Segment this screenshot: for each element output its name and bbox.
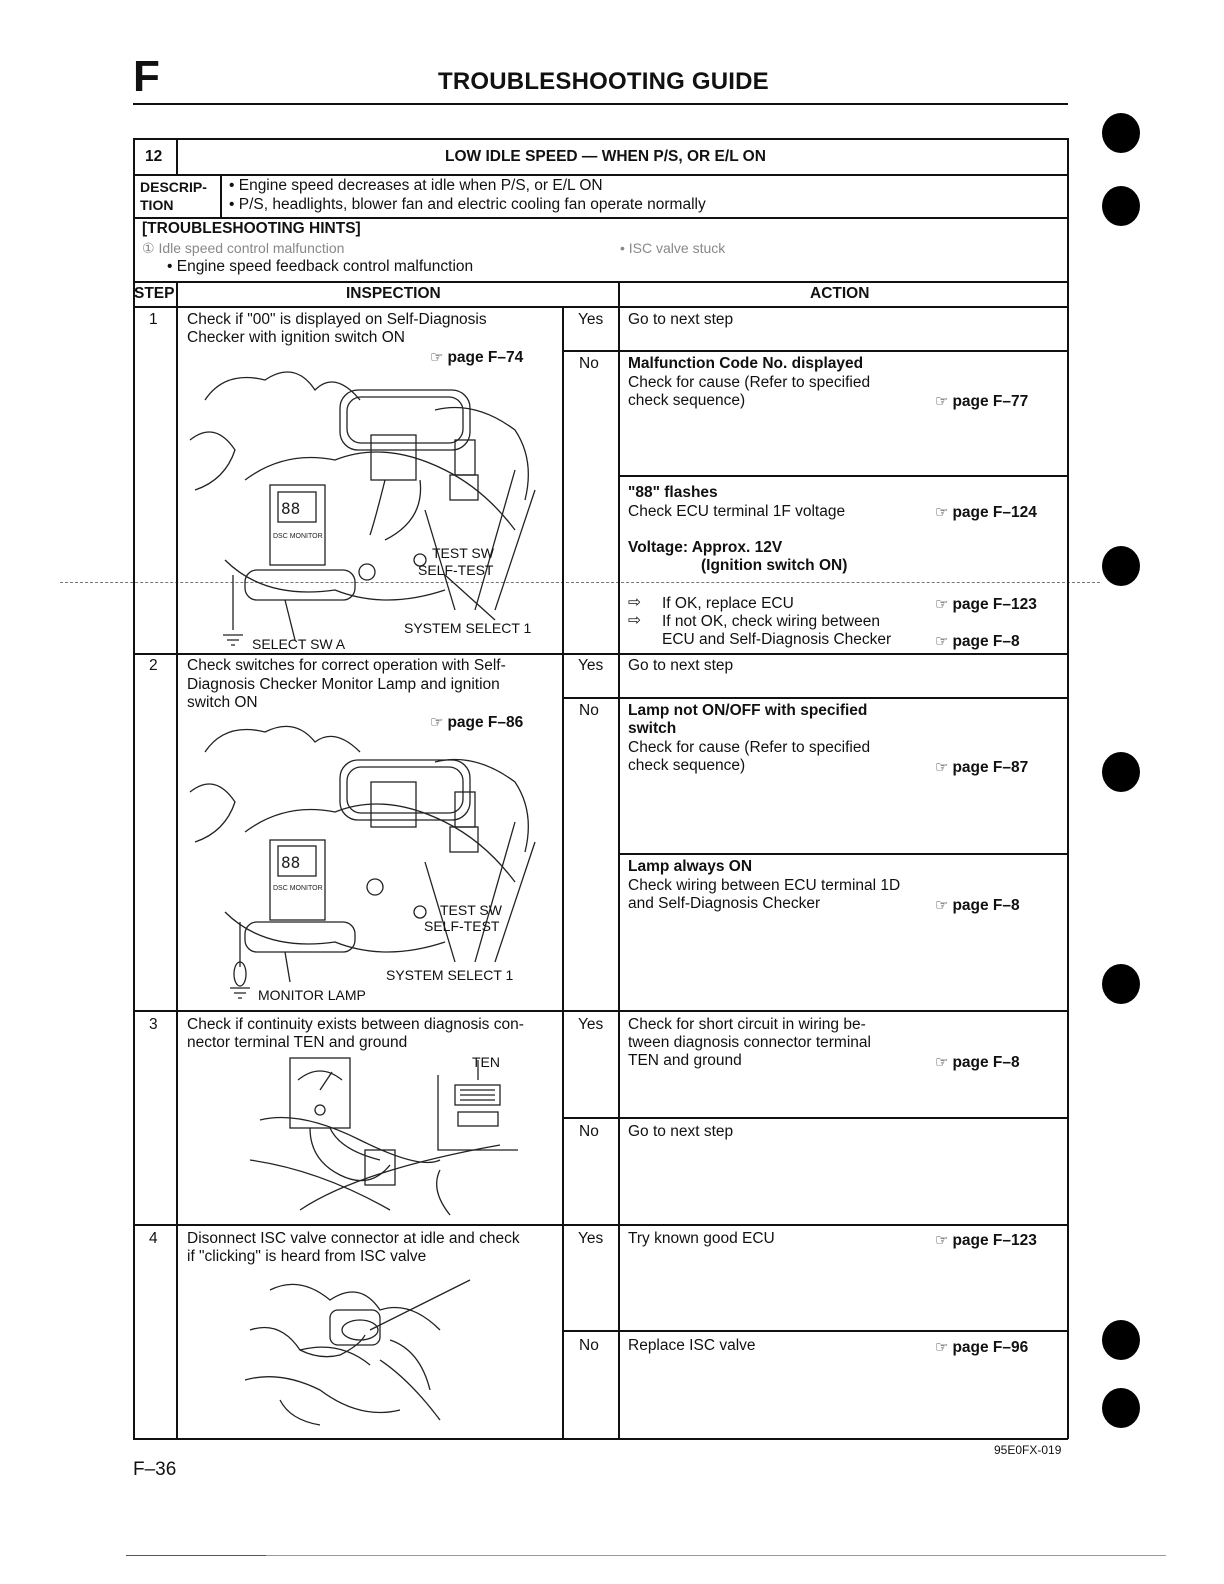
step-number: 1 xyxy=(149,311,158,328)
action-title: "88" flashes xyxy=(628,484,718,501)
svg-text:88: 88 xyxy=(281,499,301,518)
bottom-rule xyxy=(266,1555,1166,1556)
figure-label: SELF-TEST xyxy=(418,562,494,578)
page-reference[interactable]: ☞ page F–96 xyxy=(935,1339,1029,1356)
answer-yes: Yes xyxy=(578,1016,604,1033)
answer-yes: Yes xyxy=(578,1230,604,1247)
page-reference[interactable]: ☞ page F–8 xyxy=(935,897,1020,914)
binder-hole-dot xyxy=(1102,546,1140,586)
figure-label: TEST SW xyxy=(440,902,502,918)
answer-no: No xyxy=(579,1123,599,1140)
action-text: If OK, replace ECU xyxy=(662,595,794,612)
figure-label: SYSTEM SELECT 1 xyxy=(404,620,532,636)
isc-valve-illustration xyxy=(240,1270,480,1430)
voltage-spec-condition: (Ignition switch ON) xyxy=(701,557,848,574)
description-label: DESCRIP- xyxy=(140,179,207,195)
problem-title: LOW IDLE SPEED — WHEN P/S, OR E/L ON xyxy=(445,148,766,165)
action-text: If not OK, check wiring between xyxy=(662,613,880,630)
pointing-hand-icon: ☞ xyxy=(935,759,949,776)
page-reference[interactable]: ☞ page F–123 xyxy=(935,1232,1037,1249)
page-reference[interactable]: ☞ page F–124 xyxy=(935,504,1037,521)
action-text: Check for short circuit in wiring be- xyxy=(628,1016,866,1033)
hollow-arrow-icon: ⇨ xyxy=(628,612,641,629)
binder-hole-dot xyxy=(1102,964,1140,1004)
figure-label: TEST SW xyxy=(432,545,494,561)
voltage-spec: Voltage: Approx. 12V xyxy=(628,539,783,556)
figure-label: SYSTEM SELECT 1 xyxy=(386,967,514,983)
inspection-text: switch ON xyxy=(187,694,258,711)
continuity-test-illustration xyxy=(240,1050,540,1220)
pointing-hand-icon: ☞ xyxy=(430,349,444,366)
inspection-text: Diagnosis Checker Monitor Lamp and ignition xyxy=(187,676,500,693)
figure-label: MONITOR LAMP xyxy=(258,987,366,1003)
binder-hole-dot xyxy=(1102,186,1140,226)
action-text: Go to next step xyxy=(628,311,734,328)
inspection-text: Check if "00" is displayed on Self-Diagnosis xyxy=(187,311,487,328)
bottom-rule xyxy=(126,1555,266,1556)
action-text: check sequence) xyxy=(628,392,746,409)
hollow-arrow-icon: ⇨ xyxy=(628,594,641,611)
figure-code: 95E0FX-019 xyxy=(994,1443,1062,1457)
step-number: 3 xyxy=(149,1016,158,1033)
binder-hole-dot xyxy=(1102,1320,1140,1360)
action-text: ECU and Self-Diagnosis Checker xyxy=(662,631,892,648)
action-title: switch xyxy=(628,720,677,737)
answer-yes: Yes xyxy=(578,657,604,674)
page-number: F–36 xyxy=(133,1459,177,1480)
column-header-inspection: INSPECTION xyxy=(346,285,441,302)
step-number: 2 xyxy=(149,657,158,674)
page-reference[interactable]: ☞ page F–74 xyxy=(430,349,524,366)
page-reference[interactable]: ☞ page F–8 xyxy=(935,1054,1020,1071)
pointing-hand-icon: ☞ xyxy=(935,596,949,613)
hint-item: ① Idle speed control malfunction xyxy=(142,240,345,256)
pointing-hand-icon: ☞ xyxy=(935,1339,949,1356)
description-item: • Engine speed decreases at idle when P/S, or E/L ON xyxy=(229,177,603,194)
problem-number: 12 xyxy=(145,148,163,165)
pointing-hand-icon: ☞ xyxy=(935,393,949,410)
action-text: Check ECU terminal 1F voltage xyxy=(628,503,846,520)
answer-yes: Yes xyxy=(578,311,604,328)
action-text: check sequence) xyxy=(628,757,746,774)
page-reference[interactable]: ☞ page F–77 xyxy=(935,393,1029,410)
pointing-hand-icon: ☞ xyxy=(935,897,949,914)
figure-label: TEN xyxy=(472,1054,500,1070)
page-reference[interactable]: ☞ page F–123 xyxy=(935,596,1037,613)
figure-label: SELECT SW A xyxy=(252,636,346,652)
inspection-text: Check switches for correct operation with Self- xyxy=(187,657,506,674)
binder-hole-dot xyxy=(1102,1388,1140,1428)
action-text: Replace ISC valve xyxy=(628,1337,756,1354)
page-title: TROUBLESHOOTING GUIDE xyxy=(438,68,769,95)
answer-no: No xyxy=(579,355,599,372)
inspection-text: Disonnect ISC valve connector at idle and check xyxy=(187,1230,520,1247)
inspection-text: nector terminal TEN and ground xyxy=(187,1034,408,1051)
inspection-text: Check if continuity exists between diagnosis con- xyxy=(187,1016,524,1033)
page-reference[interactable]: ☞ page F–8 xyxy=(935,633,1020,650)
action-text: tween diagnosis connector terminal xyxy=(628,1034,871,1051)
binder-hole-dot xyxy=(1102,113,1140,153)
answer-no: No xyxy=(579,1337,599,1354)
column-header-action: ACTION xyxy=(810,285,870,302)
action-text: TEN and ground xyxy=(628,1052,742,1069)
pointing-hand-icon: ☞ xyxy=(935,633,949,650)
page-reference[interactable]: ☞ page F–87 xyxy=(935,759,1029,776)
pointing-hand-icon: ☞ xyxy=(430,714,444,731)
figure-label: SELF-TEST xyxy=(424,918,500,934)
hint-item: • Engine speed feedback control malfunction xyxy=(167,258,474,275)
inspection-text: if "clicking" is heard from ISC valve xyxy=(187,1248,427,1265)
checker-connection-illustration xyxy=(185,360,555,650)
step-number: 4 xyxy=(149,1230,158,1247)
pointing-hand-icon: ☞ xyxy=(935,1232,949,1249)
section-letter: F xyxy=(133,52,160,101)
binder-hole-dot xyxy=(1102,752,1140,792)
svg-text:DSC MONITOR: DSC MONITOR xyxy=(273,885,323,892)
answer-no: No xyxy=(579,702,599,719)
action-title: Malfunction Code No. displayed xyxy=(628,355,864,372)
column-header-step: STEP xyxy=(134,285,175,302)
inspection-text: Checker with ignition switch ON xyxy=(187,329,405,346)
hints-title: [TROUBLESHOOTING HINTS] xyxy=(142,220,361,237)
pointing-hand-icon: ☞ xyxy=(935,1054,949,1071)
hint-item: • ISC valve stuck xyxy=(620,240,726,256)
action-title: Lamp always ON xyxy=(628,858,753,875)
page-reference[interactable]: ☞ page F–86 xyxy=(430,714,524,731)
monitor-lamp-illustration xyxy=(185,722,555,1002)
action-text: Check for cause (Refer to specified xyxy=(628,739,871,756)
pointing-hand-icon: ☞ xyxy=(935,504,949,521)
action-text: Check wiring between ECU terminal 1D xyxy=(628,877,901,894)
action-text: Try known good ECU xyxy=(628,1230,775,1247)
action-text: Go to next step xyxy=(628,657,734,674)
description-label: TION xyxy=(140,197,174,213)
action-text: and Self-Diagnosis Checker xyxy=(628,895,821,912)
action-text: Go to next step xyxy=(628,1123,734,1140)
description-item: • P/S, headlights, blower fan and electric cooling fan operate normally xyxy=(229,196,706,213)
svg-text:DSC MONITOR: DSC MONITOR xyxy=(273,533,323,540)
action-title: Lamp not ON/OFF with specified xyxy=(628,702,868,719)
svg-text:88: 88 xyxy=(281,853,301,872)
header-rule xyxy=(133,103,1068,105)
action-text: Check for cause (Refer to specified xyxy=(628,374,871,391)
